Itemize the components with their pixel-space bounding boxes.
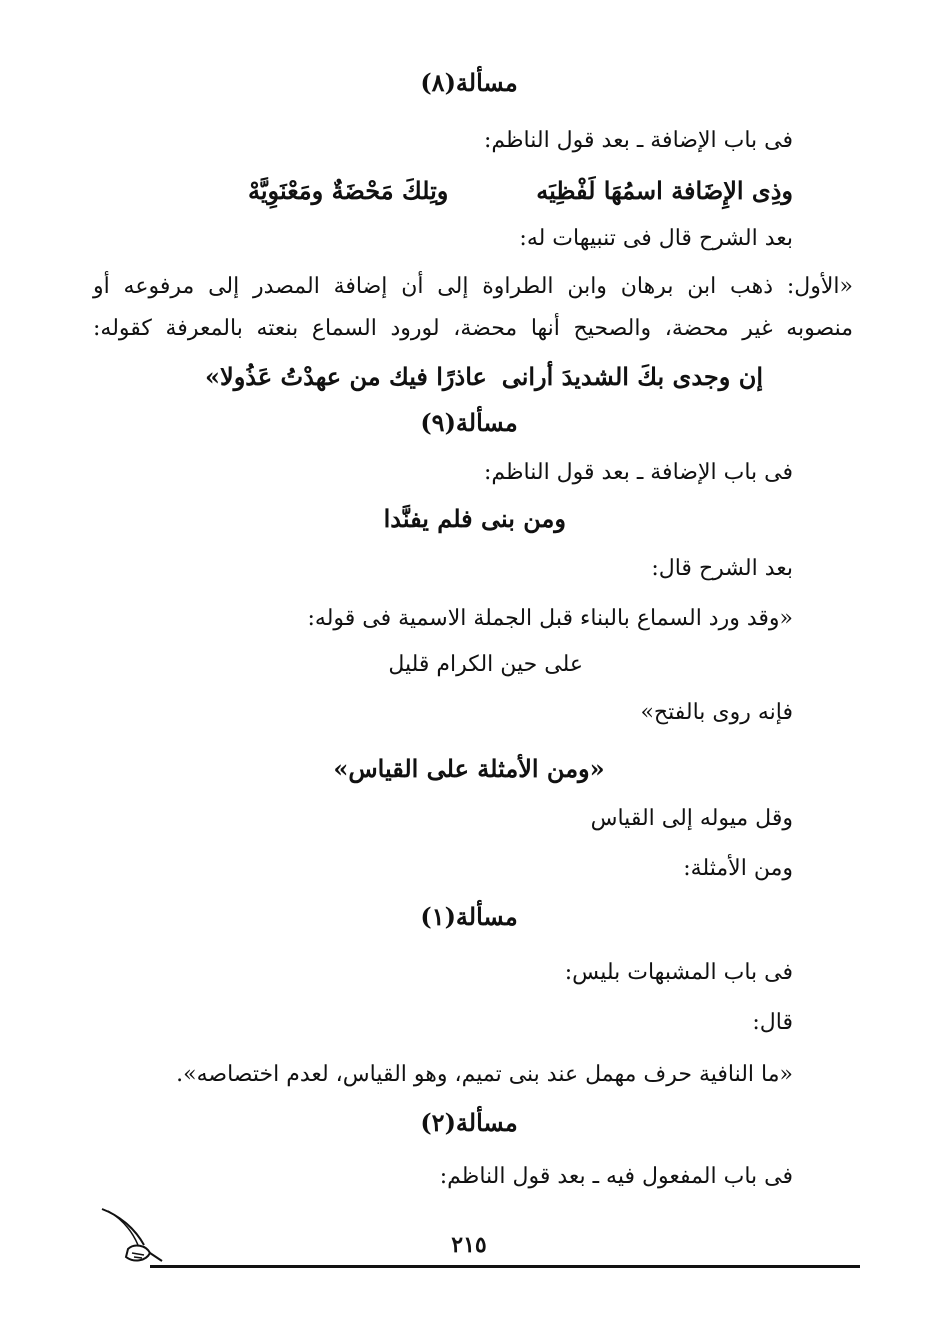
verse-line: على حين الكرام قليل bbox=[388, 652, 583, 677]
heading-masala-2: مسألة(٢) bbox=[420, 1108, 518, 1137]
verse-line: ومن بنى فلم يفنَّدا bbox=[383, 504, 566, 533]
page-number: ٢١٥ bbox=[451, 1232, 487, 1258]
quill-pen-icon bbox=[98, 1205, 168, 1271]
footer-rule bbox=[150, 1265, 860, 1268]
text-line: وقل ميوله إلى القياس bbox=[590, 806, 793, 831]
text-line: فى باب الإضافة ـ بعد قول الناظم: bbox=[483, 460, 793, 485]
heading-masala-9: مسألة(٩) bbox=[420, 408, 518, 437]
heading-masala-8: مسألة(٨) bbox=[420, 68, 518, 97]
text-line: «وقد ورد السماع بالبناء قبل الجملة الاسمية فى قوله: bbox=[307, 606, 793, 631]
text-line: «ما النافية حرف مهمل عند بنى تميم، وهو القياس، لعدم اختصاصه». bbox=[176, 1062, 793, 1087]
text-line: قال: bbox=[752, 1010, 793, 1035]
text-line: فإنه روى بالفتح» bbox=[640, 700, 793, 725]
section-heading: «ومن الأمثلة على القياس» bbox=[333, 754, 605, 783]
verse-hemistich-right: إن وجدى بكَ الشديدَ أرانى bbox=[501, 362, 763, 391]
text-line: بعد الشرح قال: bbox=[651, 556, 793, 581]
verse-hemistich-left: وتِلكَ مَحْضَةٌ ومَعْنَوِيَّهْ bbox=[248, 176, 449, 205]
paragraph-line: «الأول: ذهب ابن برهان وابن الطراوة إلى أن إضافة المصدر إلى مرفوعه أو bbox=[93, 274, 853, 299]
text-line: فى باب الإضافة ـ بعد قول الناظم: bbox=[483, 128, 793, 153]
verse-hemistich-right: وذِى الإِضَافة اسمُهَا لَفْظِيَه bbox=[536, 176, 793, 205]
heading-masala-1: مسألة(١) bbox=[420, 902, 518, 931]
text-line: فى باب المفعول فيه ـ بعد قول الناظم: bbox=[439, 1164, 793, 1189]
verse-hemistich-left: عاذرًا فيك من عهدْتُ عَذُولا» bbox=[205, 362, 487, 391]
paragraph-line: منصوبه غير محضة، والصحيح أنها محضة، لورود السماع بنعته بالمعرفة كقوله: bbox=[93, 316, 853, 341]
text-line: بعد الشرح قال فى تنبيهات له: bbox=[519, 226, 793, 251]
text-line: ومن الأمثلة: bbox=[683, 856, 793, 881]
text-line: فى باب المشبهات بليس: bbox=[564, 960, 793, 985]
